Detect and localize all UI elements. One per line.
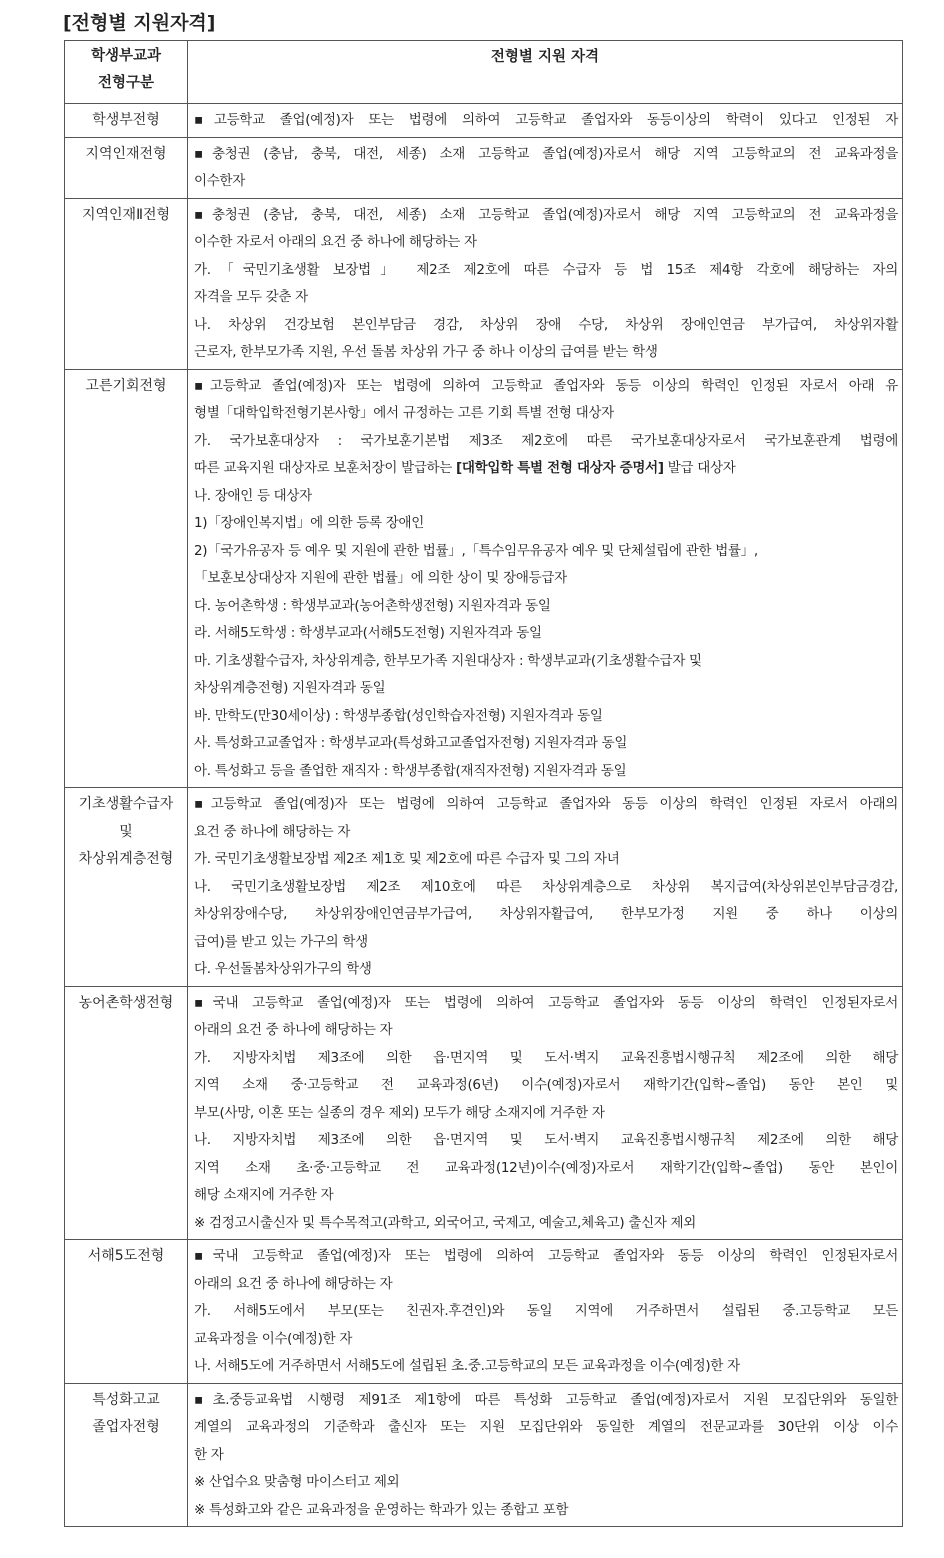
qualification-line: 나. 장애인 등 대상자 bbox=[194, 487, 312, 504]
qualification-line: 지역 소재 중·고등학교 전 교육과정(6년) 이수(예정)자로서 재학기간(입학~졸업) 동안 본인 및 bbox=[194, 1077, 898, 1093]
qualification-line: 아. 특성화고 등을 졸업한 재직자 : 학생부종합(재직자전형) 지원자격과 동일 bbox=[194, 762, 627, 779]
category-cell bbox=[65, 1240, 188, 1384]
table-row bbox=[65, 369, 903, 788]
qualification-line: ▪고등학교 졸업(예정)자 또는 법령에 의하여 고등학교 졸업자와 동등 이상의 학력인 인정된 자로서 아래의 bbox=[194, 796, 898, 812]
category-cell bbox=[65, 788, 188, 987]
qualification-line: 나. 차상위 건강보험 본인부담금 경감, 차상위 장애 수당, 차상위 장애인연금 부가급여, 차상위자활 bbox=[194, 316, 898, 333]
category-label: 지역인재전형 bbox=[85, 145, 167, 162]
qualification-line: 형별「대학입학전형기본사항」에서 규정하는 고른 기회 특별 전형 대상자 bbox=[194, 405, 614, 421]
eligibility-table bbox=[64, 40, 903, 1527]
qualification-line: 「보훈보상대상자 지원에 관한 법률」에 의한 상이 및 장애등급자 bbox=[194, 570, 567, 586]
qualification-line: 아래의 요건 중 하나에 해당하는 자 bbox=[194, 1022, 393, 1038]
category-cell bbox=[65, 1383, 188, 1527]
qualification-line: 1)「장애인복지법」에 의한 등록 장애인 bbox=[194, 515, 425, 531]
qualification-line: 부모(사망, 이혼 또는 실종의 경우 제외) 모두가 해당 소재지에 거주한 자 bbox=[194, 1104, 605, 1121]
qualification-cell bbox=[188, 369, 903, 788]
category-label: 농어촌학생전형 bbox=[78, 994, 174, 1011]
qualification-line: ▪초.중등교육법 시행령 제91조 제1항에 따른 특성화 고등학교 졸업(예정)자로서 지원 모집단위와 동일한 bbox=[194, 1391, 898, 1408]
qualification-line: 한 자 bbox=[194, 1446, 224, 1463]
category-label: 서해5도전형 bbox=[87, 1248, 165, 1264]
qualification-line: ▪국내 고등학교 졸업(예정)자 또는 법령에 의하여 고등학교 졸업자와 동등 이상의 학력인 인정된자로서 bbox=[194, 994, 898, 1011]
qualification-line: 가.「국민기초생활 보장법」 제2조 제2호에 따른 수급자 등 법 15조 제4항 각호에 해당하는 자의 bbox=[194, 261, 898, 278]
qualification-line: ▪충청권 (충남, 충북, 대전, 세종) 소재 고등학교 졸업(예정)자로서 해당 지역 고등학교의 전 교육과정을 bbox=[194, 206, 898, 223]
qualification-line: ※ 특성화고와 같은 교육과정을 운영하는 학과가 있는 종합고 포함 bbox=[194, 1501, 569, 1518]
qualification-line: 가. 서해5도에서 부모(또는 친권자.후견인)와 동일 지역에 거주하면서 설립된 중.고등학교 모든 bbox=[194, 1303, 898, 1319]
category-label: 고른기회전형 bbox=[85, 377, 167, 394]
table-header-row bbox=[65, 41, 903, 104]
qualification-cell bbox=[188, 1383, 903, 1527]
qualification-line: 다. 농어촌학생 : 학생부교과(농어촌학생전형) 지원자격과 동일 bbox=[194, 597, 551, 614]
qualification-line: 나. 지방자치법 제3조에 의한 읍·면지역 및 도서·벽지 교육진흥법시행규칙 제2조에 의한 해당 bbox=[194, 1132, 898, 1148]
qualification-line: 근로자, 한부모가족 지원, 우선 돌봄 차상위 가구 중 하나 이상의 급여를 받는 학생 bbox=[194, 344, 658, 360]
category-label: 특성화고교 bbox=[92, 1391, 160, 1408]
category-label: 지역인재Ⅱ전형 bbox=[81, 206, 171, 223]
qualification-line: ※ 검정고시출신자 및 특수목적고(과학고, 외국어고, 국제고, 예술고,체육고) 출신자 제외 bbox=[194, 1214, 697, 1231]
qualification-line: 교육과정을 이수(예정)한 자 bbox=[194, 1330, 353, 1347]
header-qualification: 전형별 지원 자격 bbox=[188, 41, 903, 104]
category-cell bbox=[65, 137, 188, 198]
qualification-cell bbox=[188, 198, 903, 369]
qualification-line: 요건 중 하나에 해당하는 자 bbox=[194, 823, 351, 840]
qualification-line: 가. 국민기초생활보장법 제2조 제1호 및 제2호에 따른 수급자 및 그의 자녀 bbox=[194, 851, 620, 867]
qualification-cell bbox=[188, 104, 903, 138]
qualification-line: 마. 기초생활수급자, 차상위계층, 한부모가족 지원대상자 : 학생부교과(기초생활수급자 및 bbox=[194, 652, 702, 669]
category-label: 및 bbox=[119, 823, 133, 840]
qualification-line: 급여)를 받고 있는 가구의 학생 bbox=[194, 933, 368, 950]
qualification-line: 가. 국가보훈대상자 : 국가보훈기본법 제3조 제2호에 따른 국가보훈대상자로서 국가보훈관계 법령에 bbox=[194, 432, 898, 449]
table-row bbox=[65, 1240, 903, 1384]
qualification-line: 라. 서해5도학생 : 학생부교과(서해5도전형) 지원자격과 동일 bbox=[194, 625, 542, 641]
qualification-line: 지역 소재 초·중·고등학교 전 교육과정(12년)이수(예정)자로서 재학기간(입학~졸업) 동안 본인이 bbox=[194, 1159, 898, 1176]
category-cell bbox=[65, 986, 188, 1240]
bold-certificate-text: [대학입학 특별 전형 대상자 증명서] bbox=[456, 460, 664, 476]
header-category: 학생부교과 전형구분 bbox=[65, 41, 188, 104]
category-label: 차상위계층전형 bbox=[78, 851, 174, 867]
qualification-line: 바. 만학도(만30세이상) : 학생부종합(성인학습자전형) 지원자격과 동일 bbox=[194, 707, 603, 724]
qualification-line: ▪충청권 (충남, 충북, 대전, 세종) 소재 고등학교 졸업(예정)자로서 해당 지역 고등학교의 전 교육과정을 bbox=[194, 145, 898, 162]
table-row bbox=[65, 788, 903, 987]
qualification-line: 2)「국가유공자 등 예우 및 지원에 관한 법률」,「특수임무유공자 예우 및 단체설립에 관한 법률」, bbox=[194, 542, 758, 559]
qualification-line: 따른 교육지원 대상자로 보훈처장이 발급하는 [대학입학 특별 전형 대상자 증명서] 발급 대상자 bbox=[194, 460, 736, 476]
qualification-cell bbox=[188, 137, 903, 198]
qualification-line: 자격을 모두 갖춘 자 bbox=[194, 289, 308, 305]
qualification-line: 해당 소재지에 거주한 자 bbox=[194, 1187, 334, 1203]
qualification-line: 나. 국민기초생활보장법 제2조 제10호에 따른 차상위계층으로 차상위 복지급여(차상위본인부담금경감, bbox=[194, 878, 898, 895]
qualification-line: 아래의 요건 중 하나에 해당하는 자 bbox=[194, 1275, 393, 1292]
qualification-line: 차상위계층전형) 지원자격과 동일 bbox=[194, 680, 386, 696]
qualification-line: 다. 우선돌봄차상위가구의 학생 bbox=[194, 961, 372, 977]
table-row bbox=[65, 104, 903, 138]
qualification-line: 이수한자 bbox=[194, 173, 245, 189]
qualification-line: ▪고등학교 졸업(예정)자 또는 법령에 의하여 고등학교 졸업자와 동등이상의 학력이 있다고 인정된 자 bbox=[194, 112, 898, 128]
category-cell bbox=[65, 104, 188, 138]
qualification-cell bbox=[188, 788, 903, 987]
qualification-line: 나. 서해5도에 거주하면서 서해5도에 설립된 초.중.고등학교의 모든 교육과정을 이수(예정)한 자 bbox=[194, 1358, 740, 1374]
category-cell bbox=[65, 198, 188, 369]
qualification-line: ▪국내 고등학교 졸업(예정)자 또는 법령에 의하여 고등학교 졸업자와 동등 이상의 학력인 인정된자로서 bbox=[194, 1248, 898, 1264]
qualification-line: 사. 특성화고교졸업자 : 학생부교과(특성화고교졸업자전형) 지원자격과 동일 bbox=[194, 735, 628, 751]
qualification-cell bbox=[188, 1240, 903, 1384]
category-label: 학생부전형 bbox=[92, 112, 160, 128]
table-body bbox=[65, 104, 903, 1527]
qualification-line: 이수한 자로서 아래의 요건 중 하나에 해당하는 자 bbox=[194, 234, 477, 250]
table-row bbox=[65, 137, 903, 198]
document-title: [전형별 지원자격] bbox=[63, 12, 216, 34]
table-row bbox=[65, 986, 903, 1240]
category-label: 졸업자전형 bbox=[92, 1419, 160, 1435]
category-label: 기초생활수급자 bbox=[78, 796, 174, 812]
qualification-line: 가. 지방자치법 제3조에 의한 읍·면지역 및 도서·벽지 교육진흥법시행규칙 제2조에 의한 해당 bbox=[194, 1049, 898, 1066]
qualification-cell bbox=[188, 986, 903, 1240]
table-row bbox=[65, 1383, 903, 1527]
qualification-line: ※ 산업수요 맞춤형 마이스터고 제외 bbox=[194, 1474, 400, 1490]
category-cell bbox=[65, 369, 188, 788]
table-row bbox=[65, 198, 903, 369]
qualification-line: ▪고등학교 졸업(예정)자 또는 법령에 의하여 고등학교 졸업자와 동등 이상의 학력인 인정된 자로서 아래 유 bbox=[194, 377, 898, 394]
qualification-line: 계열의 교육과정의 기준학과 출신자 또는 지원 모집단위와 동일한 계열의 전문교과를 30단위 이상 이수 bbox=[194, 1419, 898, 1435]
qualification-line: 차상위장애수당, 차상위장애인연금부가급여, 차상위자활급여, 한부모가정 지원 중 하나 이상의 bbox=[194, 906, 898, 922]
